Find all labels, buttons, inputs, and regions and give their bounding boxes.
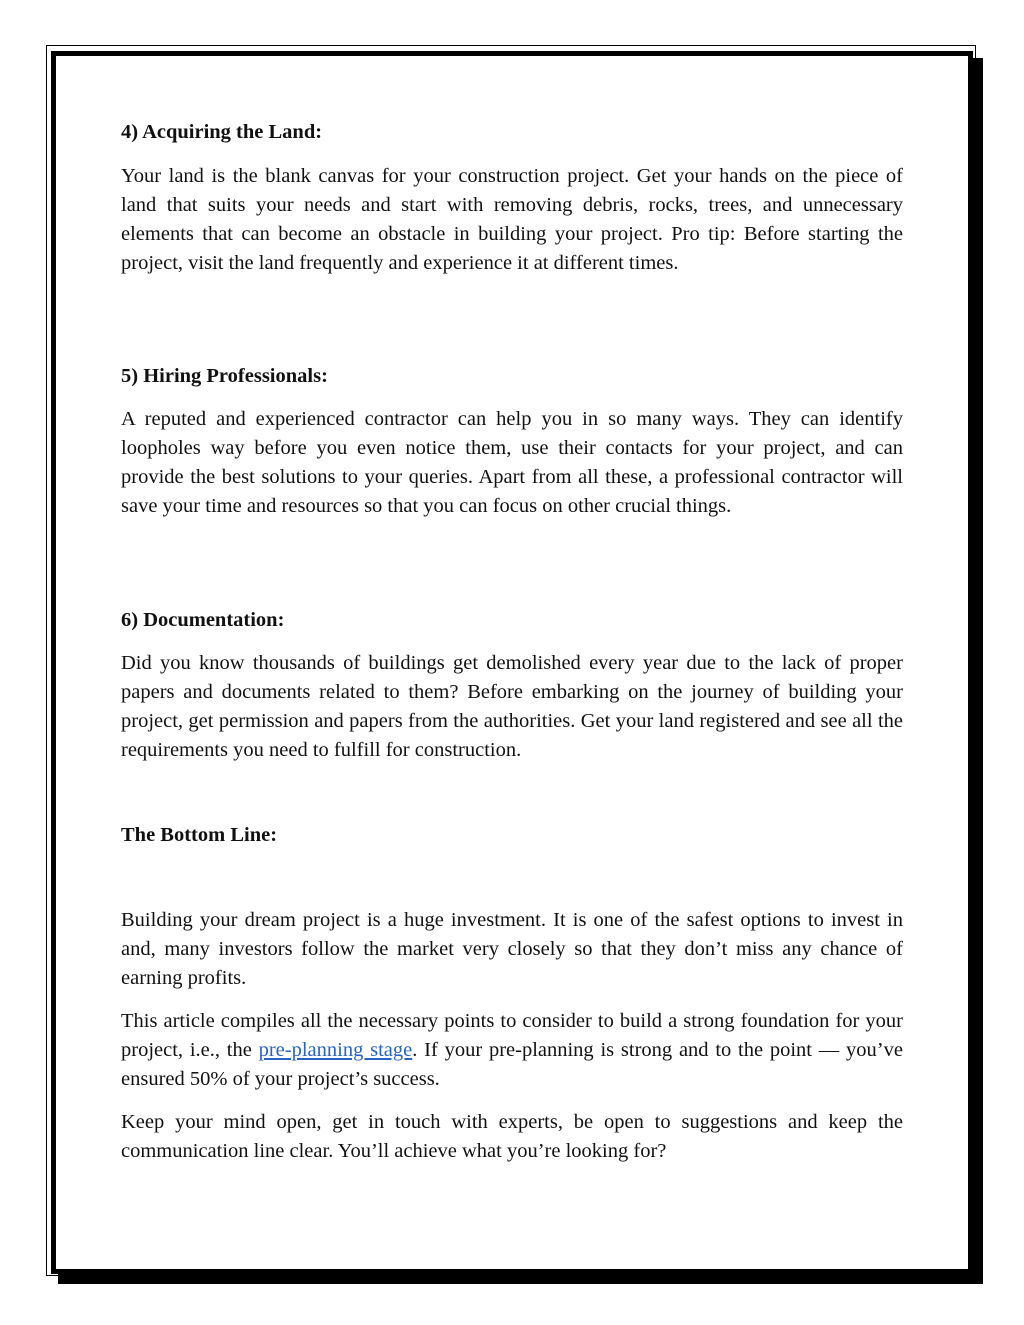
heading-documentation: 6) Documentation: [121, 609, 285, 631]
pre-planning-stage-link[interactable]: pre-planning stage [258, 1039, 413, 1061]
heading-hiring-professionals: 5) Hiring Professionals: [121, 365, 328, 387]
paragraph-bottom-line-1: Building your dream project is a huge investment. It is one of the safest options to invest in and, many investors follow the market very closely so that they don’t miss any chance of earning profits. [121, 909, 903, 989]
paragraph-bottom-line-2 [121, 1007, 903, 1094]
paragraph-hiring-professionals: A reputed and experienced contractor can help you in so many ways. They can identify loopholes way before you even notice them, use their contacts for your project, and can provide the best solutions to your queries. Apart from all these, a professional contractor will save your time and resources so that you can focus on other crucial things. [121, 408, 903, 517]
paragraph-bottom-line-3: Keep your mind open, get in touch with experts, be open to suggestions and keep the communication line clear. You’ll achieve what you’re looking for? [121, 1111, 903, 1162]
heading-bottom-line: The Bottom Line: [121, 824, 278, 846]
paragraph-2-text-before-link: This article compiles all the necessary points to consider to build a strong foundation for your project, i.e., the [121, 1010, 903, 1061]
paragraph-documentation: Did you know thousands of buildings get demolished every year due to the lack of proper papers and documents related to them? Before embarking on the journey of building your project, get permission and papers from the authorities. Get your land registered and see all the requirements you need to fulfill for construction. [121, 652, 903, 761]
heading-acquiring-land: 4) Acquiring the Land: [121, 121, 323, 143]
paragraph-acquiring-land: Your land is the blank canvas for your construction project. Get your hands on the piece of land that suits your needs and start with removing debris, rocks, trees, and unnecessary elements that can become an obstacle in building your project. Pro tip: Before starting the project, visit the land frequently and experience it at different times. [121, 165, 903, 274]
paragraph-2-text-after-link: . If your pre-planning is strong and to the point — you’ve ensured 50% of your project’s success. [121, 1039, 903, 1090]
